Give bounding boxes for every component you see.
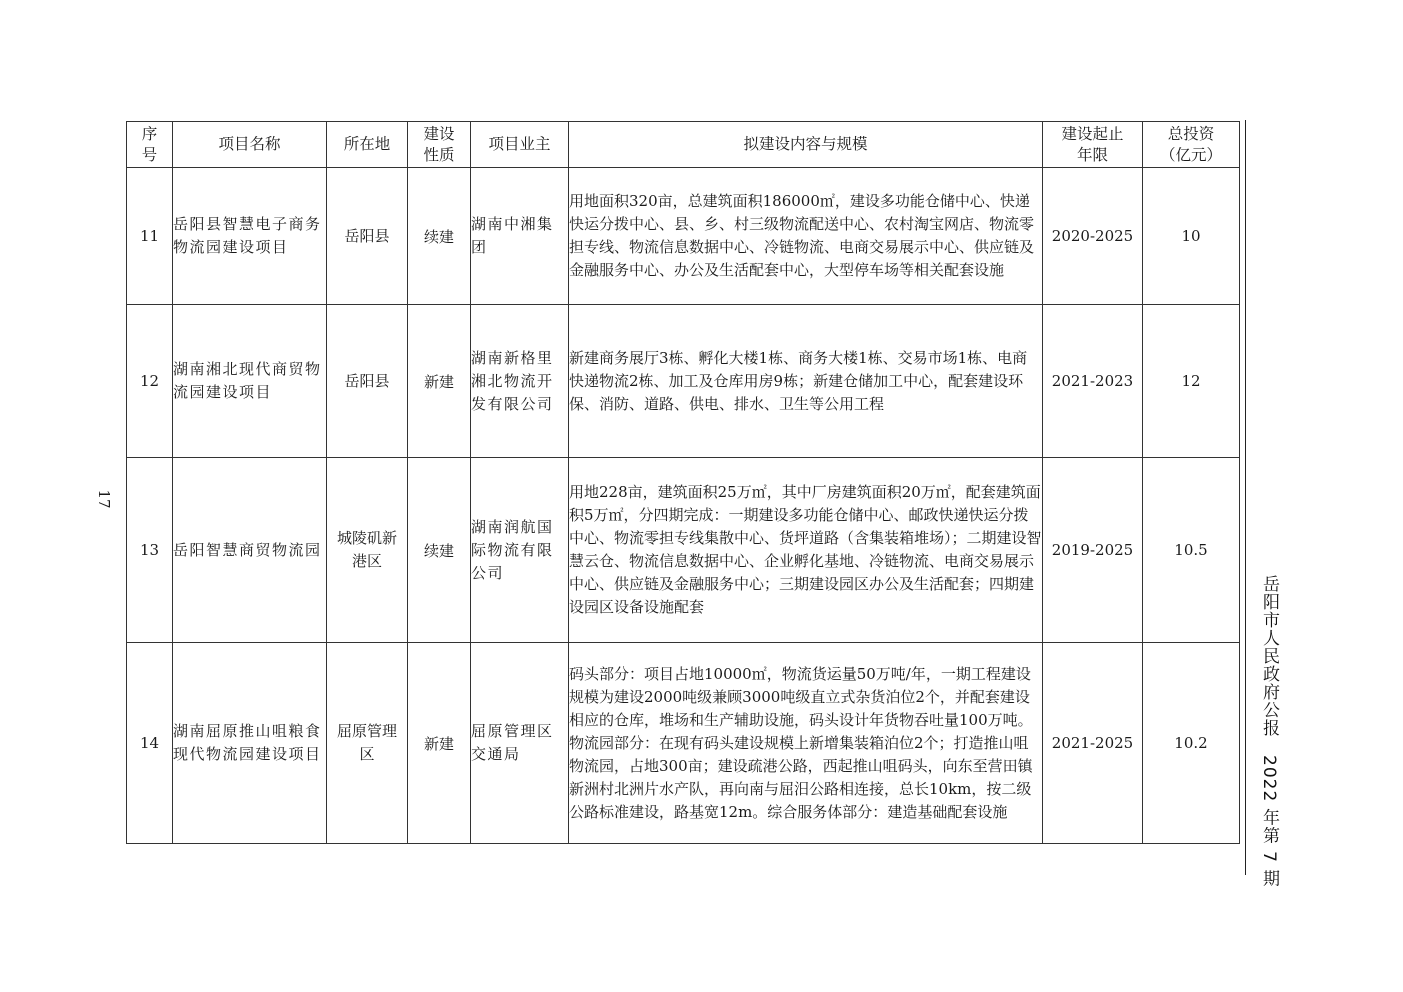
header-type: 建设性质	[408, 122, 471, 168]
header-location: 所在地	[327, 122, 408, 168]
row-number: 13	[127, 458, 173, 643]
row-number: 14	[127, 643, 173, 844]
running-header	[1252, 575, 1282, 888]
table-row	[127, 643, 1240, 844]
project-owner: 湖南新格里湘北物流开发有限公司	[471, 305, 569, 458]
project-content: 用地面积320亩，总建筑面积186000㎡，建设多功能仓储中心、快递快运分拨中心、县、乡、村三级物流配送中心、农村淘宝网店、物流零担专线、物流信息数据中心、冷链物流、电商交易展示中心、供应链及金融服务中心、办公及生活配套中心，大型停车场等相关配套设施	[569, 168, 1043, 305]
header-owner: 项目业主	[471, 122, 569, 168]
page-number: 17	[95, 489, 113, 509]
header-investment: 总投资（亿元）	[1143, 122, 1240, 168]
construction-type: 新建	[408, 305, 471, 458]
construction-period: 2019-2025	[1043, 458, 1143, 643]
project-location: 屈原管理区	[327, 643, 408, 844]
construction-period: 2021-2025	[1043, 643, 1143, 844]
project-name: 岳阳智慧商贸物流园	[173, 458, 327, 643]
project-name: 岳阳县智慧电子商务物流园建设项目	[173, 168, 327, 305]
table-row	[127, 168, 1240, 305]
header-number: 序号	[127, 122, 173, 168]
construction-type: 新建	[408, 643, 471, 844]
table-row	[127, 458, 1240, 643]
construction-type: 续建	[408, 458, 471, 643]
header-name: 项目名称	[173, 122, 327, 168]
project-owner: 屈原管理区交通局	[471, 643, 569, 844]
header-content: 拟建设内容与规模	[569, 122, 1043, 168]
row-number: 11	[127, 168, 173, 305]
project-content: 码头部分：项目占地10000㎡，物流货运量50万吨/年，一期工程建设规模为建设2000吨级兼顾3000吨级直立式杂货泊位2个，并配套建设相应的仓库，堆场和生产辅助设施，码头设计年货物吞吐量100万吨。物流园部分：在现有码头建设规模上新增集装箱泊位2个；打造推山咀物流园，占地300亩；建设疏港公路，西起推山咀码头，向东至营田镇新洲村北洲片水产队，再向南与屈汨公路相连接，总长10km，按二级公路标准建设，路基宽12m。综合服务体部分：建造基础配套设施	[569, 643, 1043, 844]
project-content: 新建商务展厅3栋、孵化大楼1栋、商务大楼1栋、交易市场1栋、电商快递物流2栋、加工及仓库用房9栋；新建仓储加工中心，配套建设环保、消防、道路、供电、排水、卫生等公用工程	[569, 305, 1043, 458]
total-investment: 10.2	[1143, 643, 1240, 844]
project-name: 湖南湘北现代商贸物流园建设项目	[173, 305, 327, 458]
project-table	[126, 121, 1240, 844]
project-owner: 湖南润航国际物流有限公司	[471, 458, 569, 643]
project-location: 城陵矶新港区	[327, 458, 408, 643]
table-row	[127, 305, 1240, 458]
construction-period: 2020-2025	[1043, 168, 1143, 305]
construction-type: 续建	[408, 168, 471, 305]
running-header-rule	[1245, 120, 1246, 875]
total-investment: 10.5	[1143, 458, 1240, 643]
total-investment: 10	[1143, 168, 1240, 305]
publication-title: 岳阳市人民政府公报	[1259, 575, 1279, 737]
project-content: 用地228亩，建筑面积25万㎡，其中厂房建筑面积20万㎡，配套建筑面积5万㎡，分四期完成：一期建设多功能仓储中心、邮政快递快运分拨中心、物流零担专线集散中心、货坪道路（含集装箱堆场）；二期建设智慧云仓、物流信息数据中心、企业孵化基地、冷链物流、电商交易展示中心、供应链及金融服务中心；三期建设园区办公及生活配套；四期建设园区设备设施配套	[569, 458, 1043, 643]
project-location: 岳阳县	[327, 305, 408, 458]
total-investment: 12	[1143, 305, 1240, 458]
project-name: 湖南屈原推山咀粮食现代物流园建设项目	[173, 643, 327, 844]
project-owner: 湖南中湘集团	[471, 168, 569, 305]
header-period: 建设起止年限	[1043, 122, 1143, 168]
construction-period: 2021-2023	[1043, 305, 1143, 458]
row-number: 12	[127, 305, 173, 458]
table-header-row	[127, 122, 1240, 168]
issue-label: 2022 年第 7 期	[1259, 755, 1279, 888]
project-location: 岳阳县	[327, 168, 408, 305]
